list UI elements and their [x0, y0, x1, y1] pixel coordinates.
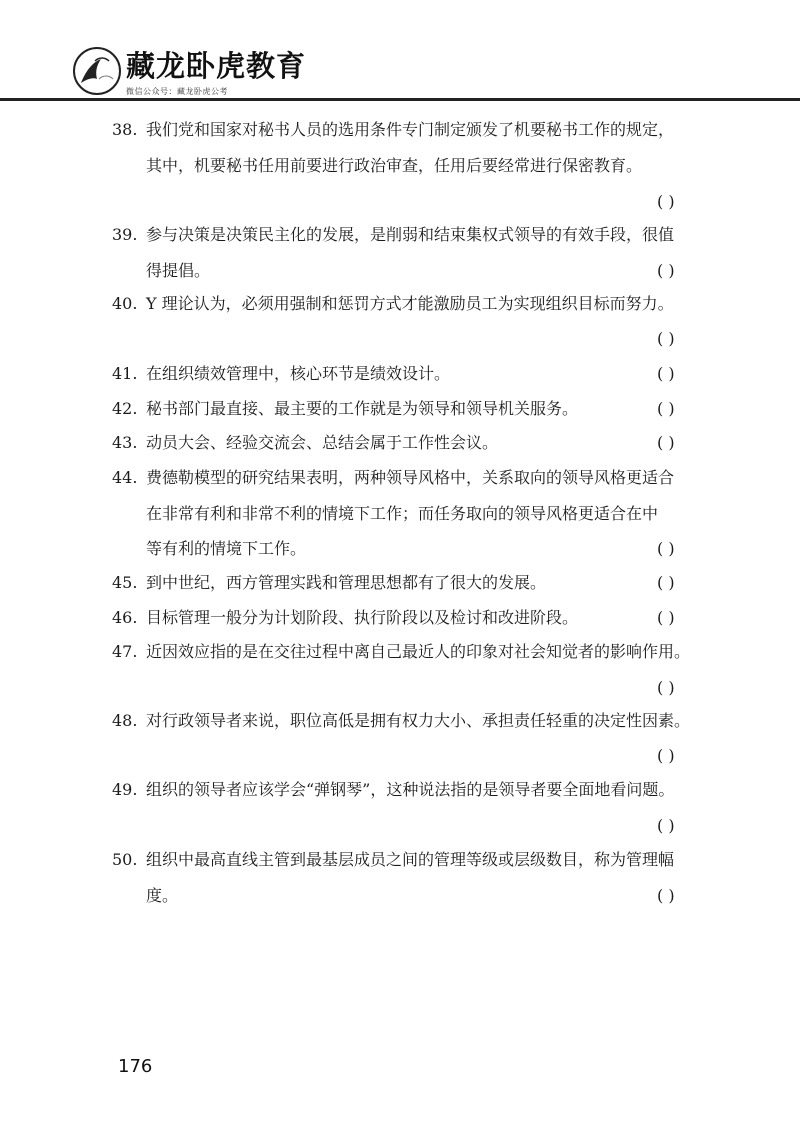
- answer-blank: ( ): [657, 539, 675, 558]
- brand-logo: [73, 47, 121, 95]
- question-text-line: Y 理论认为，必须用强制和惩罚方式才能激励员工为实现组织目标而努力。: [146, 294, 674, 313]
- header-divider: [0, 98, 800, 101]
- question-text-line: 目标管理一般分为计划阶段、执行阶段以及检讨和改进阶段。: [146, 608, 579, 627]
- page-header: [0, 0, 800, 102]
- question-number: 49.: [112, 780, 138, 799]
- question-number: 50.: [112, 850, 138, 869]
- answer-blank: ( ): [657, 816, 675, 835]
- question-text-line: 参与决策是决策民主化的发展，是削弱和结束集权式领导的有效手段，很值: [146, 225, 675, 244]
- question-number: 47.: [112, 642, 138, 661]
- question-number: 41.: [112, 364, 138, 383]
- question-text-line: 得提倡。: [146, 261, 211, 280]
- page-number: 176: [118, 1056, 153, 1077]
- question-text-line: 等有利的情境下工作。: [146, 539, 307, 558]
- answer-blank: ( ): [657, 886, 675, 905]
- question-number: 38.: [112, 120, 138, 139]
- question-text-line: 费德勒模型的研究结果表明，两种领导风格中，关系取向的领导风格更适合: [146, 468, 675, 487]
- answer-blank: ( ): [657, 433, 675, 452]
- answer-blank: ( ): [657, 329, 675, 348]
- question-text-line: 组织中最高直线主管到最基层成员之间的管理等级或层级数目，称为管理幅: [146, 850, 675, 869]
- question-number: 42.: [112, 399, 138, 418]
- question-number: 48.: [112, 711, 138, 730]
- question-text-line: 在组织绩效管理中，核心环节是绩效设计。: [146, 364, 451, 383]
- question-text-line: 度。: [146, 886, 179, 905]
- answer-blank: ( ): [657, 261, 675, 280]
- bird-logo-icon: [75, 49, 119, 93]
- question-text-line: 在非常有利和非常不利的情境下工作；而任务取向的领导风格更适合在中: [146, 504, 659, 523]
- question-number: 44.: [112, 468, 138, 487]
- question-text-line: 到中世纪，西方管理实践和管理思想都有了很大的发展。: [146, 573, 547, 592]
- question-text-line: 近因效应指的是在交往过程中离自己最近人的印象对社会知觉者的影响作用。: [146, 642, 691, 661]
- question-number: 45.: [112, 573, 138, 592]
- question-number: 39.: [112, 225, 138, 244]
- question-text-line: 对行政领导者来说，职位高低是拥有权力大小、承担责任轻重的决定性因素。: [146, 711, 691, 730]
- question-text-line: 秘书部门最直接、最主要的工作就是为领导和领导机关服务。: [146, 399, 579, 418]
- question-text-line: 其中，机要秘书任用前要进行政治审查，任用后要经常进行保密教育。: [146, 156, 643, 175]
- answer-blank: ( ): [657, 608, 675, 627]
- brand-title: 藏龙卧虎教育: [126, 49, 307, 83]
- answer-blank: ( ): [657, 399, 675, 418]
- question-text-line: 动员大会、经验交流会、总结会属于工作性会议。: [146, 433, 499, 452]
- question-number: 40.: [112, 294, 138, 313]
- question-text-line: 组织的领导者应该学会“弹钢琴”，这种说法指的是领导者要全面地看问题。: [146, 780, 675, 799]
- answer-blank: ( ): [657, 364, 675, 383]
- question-text-line: 我们党和国家对秘书人员的选用条件专门制定颁发了机要秘书工作的规定，: [146, 120, 675, 139]
- answer-blank: ( ): [657, 573, 675, 592]
- answer-blank: ( ): [657, 678, 675, 697]
- answer-blank: ( ): [657, 746, 675, 765]
- answer-blank: ( ): [657, 192, 675, 211]
- brand-subtitle: 微信公众号：藏龙卧虎公考: [126, 87, 228, 96]
- question-number: 43.: [112, 433, 138, 452]
- question-number: 46.: [112, 608, 138, 627]
